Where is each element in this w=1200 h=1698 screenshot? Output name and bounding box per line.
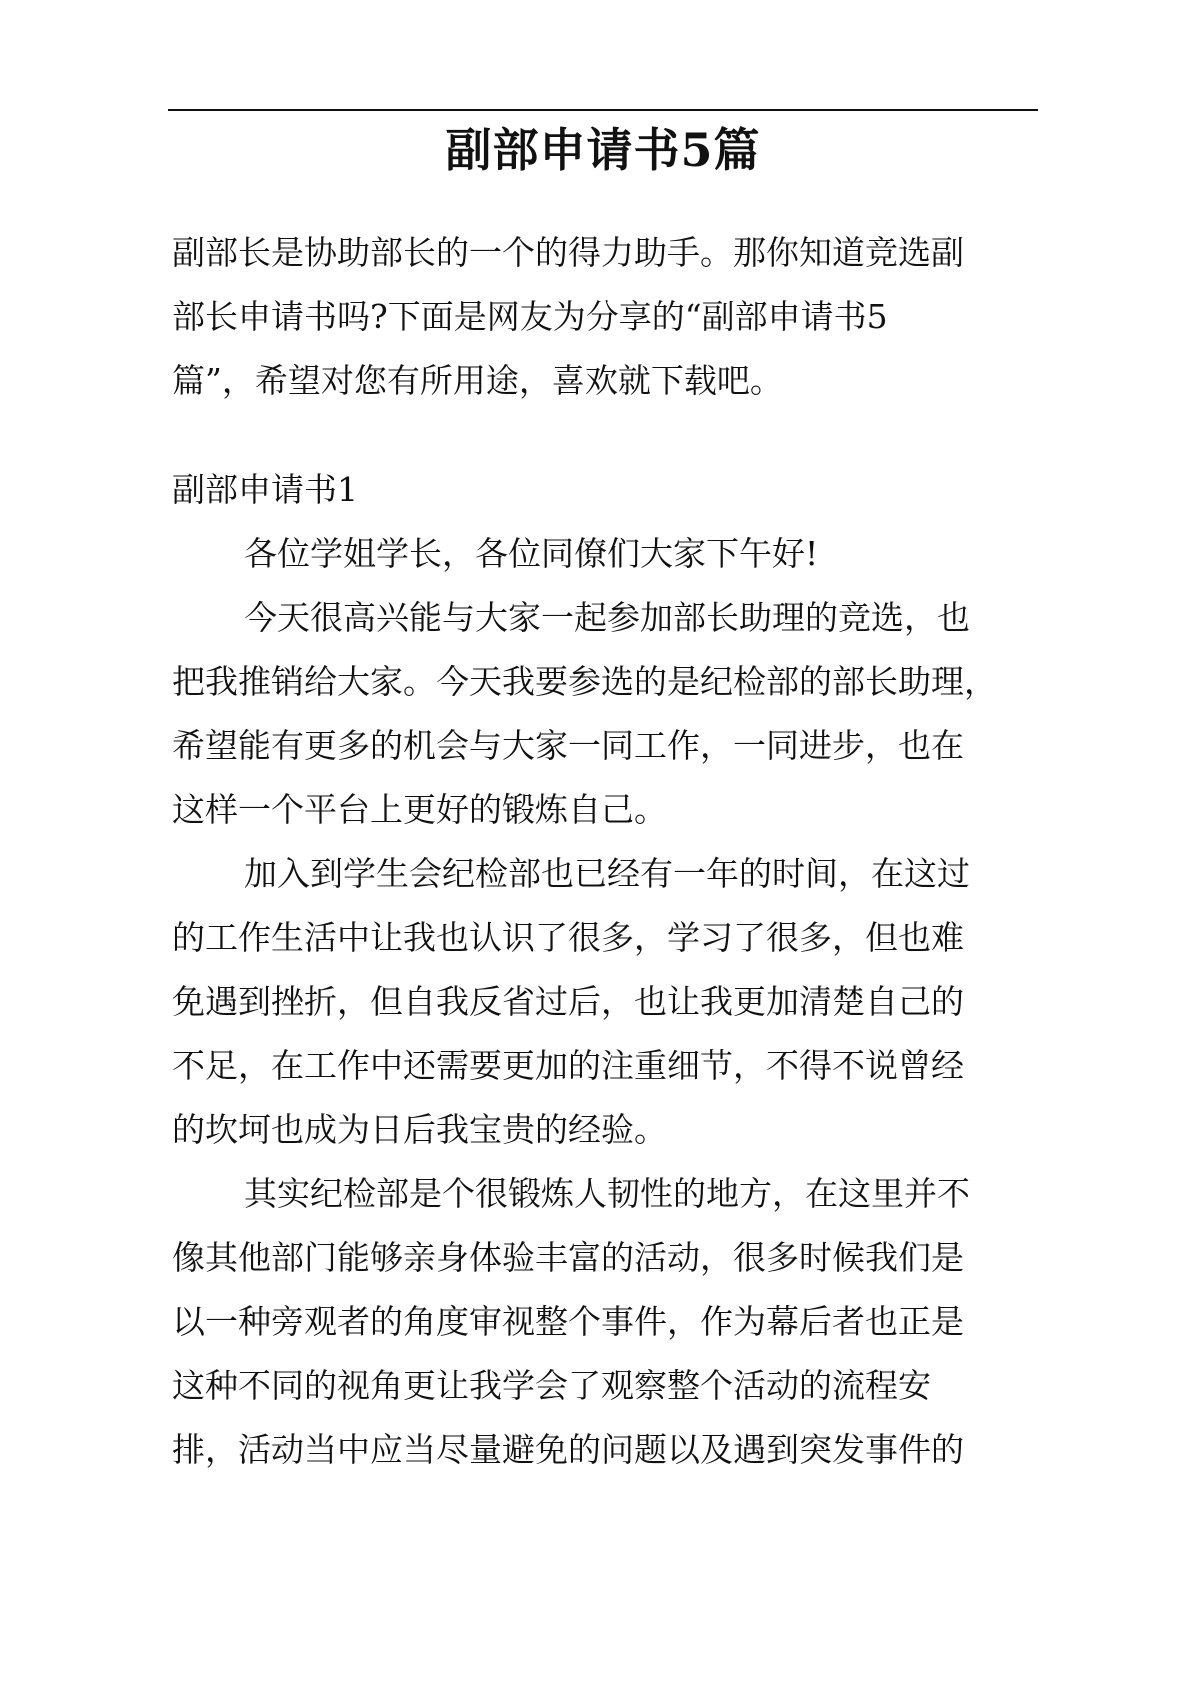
paragraph-line: 不足，在工作中还需要更加的注重细节，不得不说曾经 xyxy=(172,1046,964,1085)
greeting-paragraph xyxy=(172,522,1042,586)
paragraph-line: 以一种旁观者的角度审视整个事件，作为幕后者也正是 xyxy=(172,1302,964,1341)
paragraph-line: 这样一个平台上更好的锻炼自己。 xyxy=(172,790,667,829)
intro-line: 篇”，希望对您有所用途，喜欢就下载吧。 xyxy=(172,361,783,400)
paragraph-line: 免遇到挫折，但自我反省过后，也让我更加清楚自己的 xyxy=(172,982,964,1021)
page-title: 副部申请书5篇 xyxy=(445,123,761,177)
greeting-line: 各位学姐学长，各位同僚们大家下午好! xyxy=(244,534,819,573)
body-paragraph-2 xyxy=(172,842,1042,1162)
paragraph-line: 加入到学生会纪检部也已经有一年的时间，在这过 xyxy=(244,854,970,893)
paragraph-line: 像其他部门能够亲身体验丰富的活动，很多时候我们是 xyxy=(172,1238,964,1277)
paragraph-line: 希望能有更多的机会与大家一同工作，一同进步，也在 xyxy=(172,726,964,765)
section-heading xyxy=(172,458,1042,522)
paragraph-line: 其实纪检部是个很锻炼人韧性的地方，在这里并不 xyxy=(244,1174,970,1213)
intro-paragraph xyxy=(172,221,1042,413)
intro-line: 副部长是协助部长的一个的得力助手。那你知道竞选副 xyxy=(172,233,964,272)
paragraph-line: 今天很高兴能与大家一起参加部长助理的竞选，也 xyxy=(244,598,970,637)
paragraph-line: 把我推销给大家。今天我要参选的是纪检部的部长助理， xyxy=(172,662,997,701)
paragraph-line: 的坎坷也成为日后我宝贵的经验。 xyxy=(172,1110,667,1149)
title-rule xyxy=(168,109,1038,111)
paragraph-line: 这种不同的视角更让我学会了观察整个活动的流程安 xyxy=(172,1366,931,1405)
paragraph-line: 的工作生活中让我也认识了很多，学习了很多，但也难 xyxy=(172,918,964,957)
intro-line: 部长申请书吗?下面是网友为分享的“副部申请书5 xyxy=(172,297,888,336)
section-heading-text: 副部申请书1 xyxy=(172,470,358,509)
body-paragraph-3 xyxy=(172,1162,1042,1482)
body-paragraph-1 xyxy=(172,586,1042,842)
paragraph-line: 排，活动当中应当尽量避免的问题以及遇到突发事件的 xyxy=(172,1430,964,1469)
